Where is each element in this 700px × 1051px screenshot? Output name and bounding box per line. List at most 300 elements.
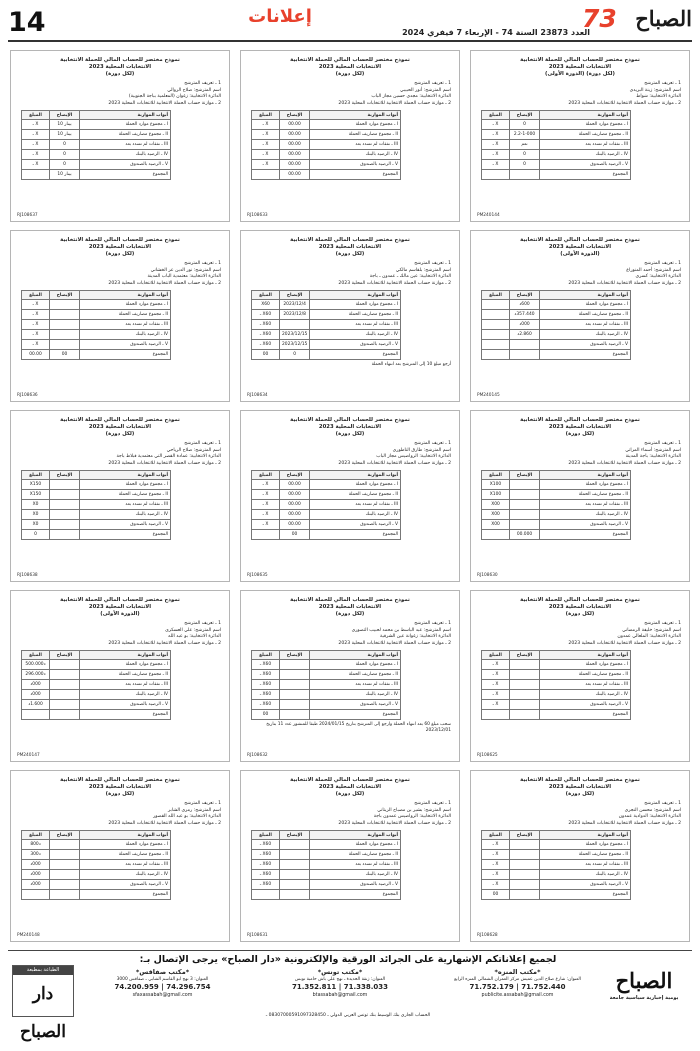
ad-card <box>240 590 460 762</box>
row-amount: X60 ـ <box>252 670 280 680</box>
row-receipt <box>50 710 80 720</box>
ad-title-line: نموذج مختصر للحساب المالي للحملة الانتخابية <box>290 237 410 243</box>
row-receipt: 00.00 <box>280 480 310 490</box>
row-receipt: 00.00 <box>280 140 310 150</box>
col-header-amount: المبلغ <box>482 291 510 300</box>
row-amount: X60 ـ <box>252 850 280 860</box>
candidate-info-line: 1 ـ تعريف المترشح <box>644 81 681 86</box>
row-receipt: 00.00 <box>280 510 310 520</box>
row-receipt: بينار 10 <box>50 170 80 180</box>
budget-header-row <box>482 111 631 120</box>
row-amount: X ـ <box>252 150 280 160</box>
row-receipt <box>280 660 310 670</box>
table-row <box>252 300 401 310</box>
row-receipt <box>50 510 80 520</box>
row-label: II ـ مجموع مصاريف الحملة <box>540 490 631 500</box>
table-row <box>482 130 631 140</box>
ad-title-line: الانتخابات المحلية 2023 <box>88 604 152 610</box>
row-amount: X ـ <box>482 880 510 890</box>
row-amount <box>252 530 280 540</box>
row-label: II ـ مجموع مصاريف الحملة <box>540 670 631 680</box>
budget-table <box>21 110 171 180</box>
col-header-receipts: الإيصاح <box>280 651 310 660</box>
ad-title <box>11 591 229 618</box>
candidate-info-line: اسم المترشح: صلاح الزوالي <box>167 87 221 93</box>
ad-card <box>240 770 460 942</box>
row-label: V ـ الرصيد بالصندوق <box>80 340 171 350</box>
table-row <box>252 500 401 510</box>
table-row <box>252 160 401 170</box>
ad-card <box>240 50 460 222</box>
ad-title-line: نموذج مختصر للحساب المالي للحملة الانتخابية <box>60 777 180 783</box>
col-header-label: أبواب الموازنة <box>80 831 171 840</box>
table-row <box>22 130 171 140</box>
table-row <box>22 350 171 360</box>
row-receipt: 00.00 <box>280 150 310 160</box>
row-amount: X ـ <box>22 320 50 330</box>
budget-table <box>481 470 631 540</box>
candidate-info <box>471 618 689 647</box>
ad-title-line: نموذج مختصر للحساب المالي للحملة الانتخابية <box>520 597 640 603</box>
row-label: المجموع <box>80 170 171 180</box>
row-amount: X60 ـ <box>252 660 280 670</box>
col-header-receipts: الإيصاح <box>50 111 80 120</box>
col-header-receipts: الإيصاح <box>280 111 310 120</box>
row-receipt <box>510 490 540 500</box>
candidate-info-line: 2 ـ موازنة حساب الحملة الانتخابية للانتخابات المحلية 2023 <box>568 820 681 826</box>
table-row <box>482 140 631 150</box>
candidate-info-line: الدائرة الانتخابية: بو عبد الله <box>168 634 221 639</box>
budget-header-row <box>22 471 171 480</box>
budget-header-row <box>22 651 171 660</box>
row-receipt <box>510 350 540 360</box>
col-header-receipts: الإيصاح <box>280 471 310 480</box>
row-label: I ـ مجموع موارد الحملة <box>310 660 401 670</box>
row-label: I ـ مجموع موارد الحملة <box>80 120 171 130</box>
row-label: III ـ نفقات لم تسدد بعد <box>80 680 171 690</box>
row-receipt <box>510 840 540 850</box>
printer-logo-top: الطباعة بمطبعة <box>13 966 73 975</box>
footer-headline: لجميع إعلاناتكم الإشهارية على الجرائد الورقية والإلكترونية «دار الصباح» يرجى الإتصال بـ: <box>139 954 557 965</box>
budget-table <box>481 650 631 720</box>
row-receipt <box>50 890 80 900</box>
row-amount: د500.000 <box>22 660 50 670</box>
row-receipt <box>510 510 540 520</box>
candidate-info-line: اسم المترشح: علي العسكري <box>165 627 221 633</box>
col-header-receipts: الإيصاح <box>510 471 540 480</box>
row-label: IV ـ الرصيد بالبنك <box>310 690 401 700</box>
row-label: V ـ الرصيد بالصندوق <box>540 520 631 530</box>
table-row <box>22 120 171 130</box>
row-label: II ـ مجموع مصاريف الحملة <box>310 130 401 140</box>
row-receipt <box>50 660 80 670</box>
ad-title-line: الانتخابات المحلية 2023 <box>88 64 152 70</box>
row-receipt <box>510 670 540 680</box>
row-amount: X ـ <box>22 150 50 160</box>
row-receipt <box>510 340 540 350</box>
row-receipt: 00.00 <box>280 160 310 170</box>
row-receipt: 2.2-1-000 <box>510 130 540 140</box>
row-amount: X ـ <box>482 130 510 140</box>
row-label: IV ـ الرصيد بالبنك <box>80 150 171 160</box>
ad-title-line: (لكل دورة) <box>105 791 135 797</box>
table-row <box>482 690 631 700</box>
row-amount: X ـ <box>22 300 50 310</box>
row-label: IV ـ الرصيد بالبنك <box>80 690 171 700</box>
candidate-info-line: 1 ـ تعريف المترشح <box>644 621 681 626</box>
ad-title-line: نموذج مختصر للحساب المالي للحملة الانتخابية <box>290 57 410 63</box>
logo-number: 73 <box>582 4 617 33</box>
ad-title-line: (لكل دورة) <box>335 431 365 437</box>
office-address: العنوان: 3 نهج ابو القاسم الشابي ـ صفاقس 3000 <box>116 977 209 982</box>
row-label: II ـ مجموع مصاريف الحملة <box>80 850 171 860</box>
ad-title <box>11 771 229 798</box>
candidate-info-line: اسم المترشح: رمزي الشابر <box>168 807 221 813</box>
candidate-info-line: الدائرة الانتخابية: زغوانة عين الشرقية <box>379 634 451 639</box>
row-receipt: 2023/12/8 <box>280 310 310 320</box>
row-amount: 1.600د <box>22 700 50 710</box>
ad-reference: RJ108625 <box>477 753 498 758</box>
row-amount: X0 <box>22 510 50 520</box>
table-row <box>252 350 401 360</box>
col-header-amount: المبلغ <box>22 471 50 480</box>
row-receipt <box>50 860 80 870</box>
table-row <box>252 690 401 700</box>
table-row <box>252 890 401 900</box>
row-amount: X ـ <box>482 850 510 860</box>
row-label: II ـ مجموع مصاريف الحملة <box>80 670 171 680</box>
table-row <box>482 700 631 710</box>
candidate-info <box>471 438 689 467</box>
row-amount: X0 <box>22 500 50 510</box>
ad-reference: RJ108628 <box>477 933 498 938</box>
issue-dateline: العدد 23873 السنة 74 - الإربعاء 7 فيفري 2024 <box>402 28 590 37</box>
candidate-info-line: 1 ـ تعريف المترشح <box>414 81 451 86</box>
table-row <box>252 480 401 490</box>
table-row <box>22 480 171 490</box>
candidate-info-line: 1 ـ تعريف المترشح <box>644 261 681 266</box>
budget-header-row <box>482 471 631 480</box>
row-label: I ـ مجموع موارد الحملة <box>310 120 401 130</box>
candidate-info-line: اسم المترشح: بشير بن مصباح الزيتاني <box>377 807 451 813</box>
row-amount <box>22 170 50 180</box>
ad-title <box>471 411 689 438</box>
row-receipt <box>510 880 540 890</box>
col-header-label: أبواب الموازنة <box>540 111 631 120</box>
header-divider <box>8 40 692 42</box>
office-title: *مكتب صفاقس* <box>135 968 190 976</box>
row-amount: X60 <box>252 300 280 310</box>
table-row <box>22 710 171 720</box>
footer-logo-tagline: يومية إخبارية سياسية جامعة <box>609 995 679 1001</box>
col-header-label: أبواب الموازنة <box>540 291 631 300</box>
row-receipt <box>50 850 80 860</box>
table-row <box>22 160 171 170</box>
budget-header-row <box>252 651 401 660</box>
row-receipt <box>280 840 310 850</box>
table-row <box>22 680 171 690</box>
candidate-info-line: 2 ـ موازنة حساب الحملة الانتخابية للانتخابات المحلية 2023 <box>338 460 451 466</box>
bank-account-line: الحساب الجاري بنك الوسيط بنك تونس العربي الدولي ـ 08307000591097328450 ـ <box>265 1013 431 1018</box>
ad-reference: RJ108633 <box>247 213 268 218</box>
row-label: IV ـ الرصيد بالبنك <box>540 150 631 160</box>
candidate-info-line: 1 ـ تعريف المترشح <box>414 621 451 626</box>
row-receipt <box>50 670 80 680</box>
col-header-amount: المبلغ <box>482 111 510 120</box>
row-amount: X150 <box>22 480 50 490</box>
row-label: III ـ نفقات لم تسدد بعد <box>540 860 631 870</box>
row-receipt: 00.00 <box>280 490 310 500</box>
col-header-receipts: الإيصاح <box>510 291 540 300</box>
col-header-receipts: الإيصاح <box>280 831 310 840</box>
page-header <box>0 0 700 44</box>
row-label: III ـ نفقات لم تسدد بعد <box>80 500 171 510</box>
candidate-info <box>11 618 229 647</box>
table-row <box>252 490 401 500</box>
ad-card <box>470 770 690 942</box>
office-title: *مكتب المنزه* <box>494 968 541 976</box>
row-amount: X60 ـ <box>252 310 280 320</box>
ads-grid <box>10 50 690 942</box>
row-amount: X ـ <box>22 120 50 130</box>
col-header-label: أبواب الموازنة <box>540 471 631 480</box>
row-receipt <box>510 170 540 180</box>
row-label: IV ـ الرصيد بالبنك <box>80 330 171 340</box>
candidate-info-line: اسم المترشح: بلقاسم مالكي <box>395 267 451 273</box>
row-label: المجموع <box>310 170 401 180</box>
ad-card <box>470 50 690 222</box>
row-receipt <box>280 700 310 710</box>
table-row <box>482 530 631 540</box>
row-label: III ـ نفقات لم تسدد بعد <box>540 140 631 150</box>
table-row <box>22 880 171 890</box>
row-receipt: 00.000 <box>510 530 540 540</box>
row-label: III ـ نفقات لم تسدد بعد <box>80 320 171 330</box>
candidate-info <box>241 798 459 827</box>
row-label: I ـ مجموع موارد الحملة <box>540 840 631 850</box>
row-receipt <box>510 520 540 530</box>
row-amount: X ـ <box>252 490 280 500</box>
candidate-info-line: 2 ـ موازنة حساب الحملة الانتخابية للانتخابات المحلية 2023 <box>338 640 451 646</box>
candidate-info-line: الدائرة الانتخابية: عين مالك ـ عمدون ـ باجة <box>369 274 451 279</box>
ad-reference: PM240147 <box>17 753 40 758</box>
ad-title-line: الانتخابات المحلية 2023 <box>548 604 612 610</box>
table-row <box>252 170 401 180</box>
table-row <box>482 710 631 720</box>
ad-title-line: الانتخابات المحلية 2023 <box>318 244 382 250</box>
row-label: المجموع <box>540 170 631 180</box>
row-label: المجموع <box>80 710 171 720</box>
row-receipt <box>50 340 80 350</box>
row-receipt <box>50 880 80 890</box>
row-label: II ـ مجموع مصاريف الحملة <box>540 310 631 320</box>
row-amount: 000د <box>22 860 50 870</box>
table-row <box>22 320 171 330</box>
col-header-label: أبواب الموازنة <box>80 471 171 480</box>
row-label: V ـ الرصيد بالصندوق <box>80 880 171 890</box>
row-label: III ـ نفقات لم تسدد بعد <box>310 680 401 690</box>
row-receipt <box>280 710 310 720</box>
row-amount <box>22 710 50 720</box>
row-label: III ـ نفقات لم تسدد بعد <box>310 500 401 510</box>
table-row <box>22 840 171 850</box>
ad-card <box>10 770 230 942</box>
candidate-info-line: 2 ـ موازنة حساب الحملة الانتخابية للانتخابات المحلية 2023 <box>108 640 221 646</box>
ad-title-line: نموذج مختصر للحساب المالي للحملة الانتخابية <box>520 237 640 243</box>
row-amount: X60 ـ <box>252 320 280 330</box>
row-amount: 000د <box>22 880 50 890</box>
printer-logo-word: دار الصباح <box>20 984 66 1042</box>
row-label: IV ـ الرصيد بالبنك <box>540 330 631 340</box>
candidate-info-line: اسم المترشح: أنور الحبيبي <box>400 87 451 93</box>
row-label: المجموع <box>310 530 401 540</box>
candidate-info-line: 1 ـ تعريف المترشح <box>184 441 221 446</box>
row-amount: X00 <box>482 510 510 520</box>
row-receipt: نعم <box>510 140 540 150</box>
row-amount: X ـ <box>482 690 510 700</box>
row-receipt <box>510 480 540 490</box>
row-label: V ـ الرصيد بالصندوق <box>310 520 401 530</box>
row-amount <box>482 340 510 350</box>
row-receipt <box>510 700 540 710</box>
row-receipt <box>50 870 80 880</box>
ad-card <box>10 230 230 402</box>
row-label: المجموع <box>80 890 171 900</box>
row-amount: 00 <box>252 710 280 720</box>
candidate-info <box>11 438 229 467</box>
row-label: III ـ نفقات لم تسدد بعد <box>310 860 401 870</box>
ad-title-line: نموذج مختصر للحساب المالي للحملة الانتخابية <box>60 597 180 603</box>
table-row <box>252 310 401 320</box>
ad-title-line: نموذج مختصر للحساب المالي للحملة الانتخابية <box>290 597 410 603</box>
row-label: IV ـ الرصيد بالبنك <box>540 870 631 880</box>
table-row <box>252 660 401 670</box>
row-amount: X ـ <box>252 480 280 490</box>
row-amount <box>482 710 510 720</box>
row-label: I ـ مجموع موارد الحملة <box>540 660 631 670</box>
budget-header-row <box>22 831 171 840</box>
row-label: II ـ مجموع مصاريف الحملة <box>80 490 171 500</box>
row-receipt <box>50 490 80 500</box>
row-receipt <box>50 310 80 320</box>
row-receipt <box>510 710 540 720</box>
table-row <box>22 660 171 670</box>
col-header-receipts: الإيصاح <box>510 831 540 840</box>
row-label: III ـ نفقات لم تسدد بعد <box>310 320 401 330</box>
ad-reference: PM240144 <box>477 213 500 218</box>
row-receipt: بينار 10 <box>50 120 80 130</box>
col-header-amount: المبلغ <box>252 651 280 660</box>
row-label: IV ـ الرصيد بالبنك <box>310 510 401 520</box>
table-row <box>482 840 631 850</box>
budget-table <box>251 650 401 720</box>
table-row <box>482 340 631 350</box>
row-receipt: 2.860د <box>510 330 540 340</box>
ad-title-line: (الدورة الأولى) <box>560 251 600 257</box>
ad-title-line: (لكل دورة) <box>335 611 365 617</box>
row-label: I ـ مجموع موارد الحملة <box>80 840 171 850</box>
ad-title-line: الانتخابات المحلية 2023 <box>318 784 382 790</box>
row-amount: X ـ <box>22 140 50 150</box>
ad-title-line: (لكل دورة) <box>335 251 365 257</box>
row-amount: X100 <box>482 490 510 500</box>
table-row <box>482 670 631 680</box>
row-receipt <box>510 850 540 860</box>
table-row <box>482 880 631 890</box>
ad-title-line: (لكل دورة) <box>565 431 595 437</box>
candidate-info-line: 2 ـ موازنة حساب الحملة الانتخابية للانتخابات المحلية 2023 <box>568 460 681 466</box>
row-label: المجموع <box>540 710 631 720</box>
row-label: III ـ نفقات لم تسدد بعد <box>540 320 631 330</box>
office-title: *مكتب تونس* <box>317 968 363 976</box>
row-label: V ـ الرصيد بالصندوق <box>540 880 631 890</box>
table-row <box>22 530 171 540</box>
ad-title-line: الانتخابات المحلية 2023 <box>318 604 382 610</box>
row-label: IV ـ الرصيد بالبنك <box>310 870 401 880</box>
candidate-info <box>241 618 459 647</box>
table-row <box>482 870 631 880</box>
row-receipt: 00 <box>50 350 80 360</box>
table-row <box>482 890 631 900</box>
row-receipt <box>50 840 80 850</box>
row-receipt <box>510 870 540 880</box>
ad-title-line: (لكل دورة) <box>335 71 365 77</box>
table-row <box>482 160 631 170</box>
col-header-receipts: الإيصاح <box>50 291 80 300</box>
candidate-info <box>471 78 689 107</box>
candidate-info-line: الدائرة الانتخابية: معتمدية الباب المدينة <box>147 274 221 279</box>
table-row <box>482 300 631 310</box>
table-row <box>482 660 631 670</box>
row-amount: X ـ <box>22 340 50 350</box>
candidate-info <box>11 258 229 287</box>
budget-header-row <box>482 651 631 660</box>
col-header-amount: المبلغ <box>252 471 280 480</box>
row-amount <box>482 330 510 340</box>
candidate-info-line: 1 ـ تعريف المترشح <box>644 801 681 806</box>
table-row <box>22 310 171 320</box>
row-label: III ـ نفقات لم تسدد بعد <box>540 500 631 510</box>
ad-title-line: (لكل دورة) <box>565 791 595 797</box>
col-header-amount: المبلغ <box>482 831 510 840</box>
logo-word: الصباح <box>635 6 692 31</box>
row-amount: X ـ <box>482 140 510 150</box>
table-row <box>482 490 631 500</box>
table-row <box>482 170 631 180</box>
row-amount <box>482 320 510 330</box>
candidate-info-line: الدائرة الانتخابية: شواط <box>636 94 681 99</box>
ad-title-line: (لكل دورة) <box>565 611 595 617</box>
budget-header-row <box>252 471 401 480</box>
row-amount: X ـ <box>22 160 50 170</box>
office-phones: 71.752.179 | 71.752.440 <box>469 983 566 991</box>
candidate-info-line: 1 ـ تعريف المترشح <box>414 801 451 806</box>
row-amount: X60 ـ <box>252 340 280 350</box>
row-label: II ـ مجموع مصاريف الحملة <box>540 130 631 140</box>
table-row <box>22 150 171 160</box>
row-receipt <box>510 890 540 900</box>
table-row <box>252 510 401 520</box>
row-label: V ـ الرصيد بالصندوق <box>80 160 171 170</box>
table-row <box>482 350 631 360</box>
col-header-label: أبواب الموازنة <box>310 651 401 660</box>
row-label: I ـ مجموع موارد الحملة <box>310 300 401 310</box>
candidate-info-line: اسم المترشح: خليفة الرمضاني <box>622 627 681 633</box>
candidate-info-line: 2 ـ موازنة حساب الحملة الانتخابية للانتخابات المحلية 2023 <box>108 100 221 106</box>
table-row <box>22 510 171 520</box>
row-label: II ـ مجموع مصاريف الحملة <box>80 310 171 320</box>
table-row <box>22 690 171 700</box>
